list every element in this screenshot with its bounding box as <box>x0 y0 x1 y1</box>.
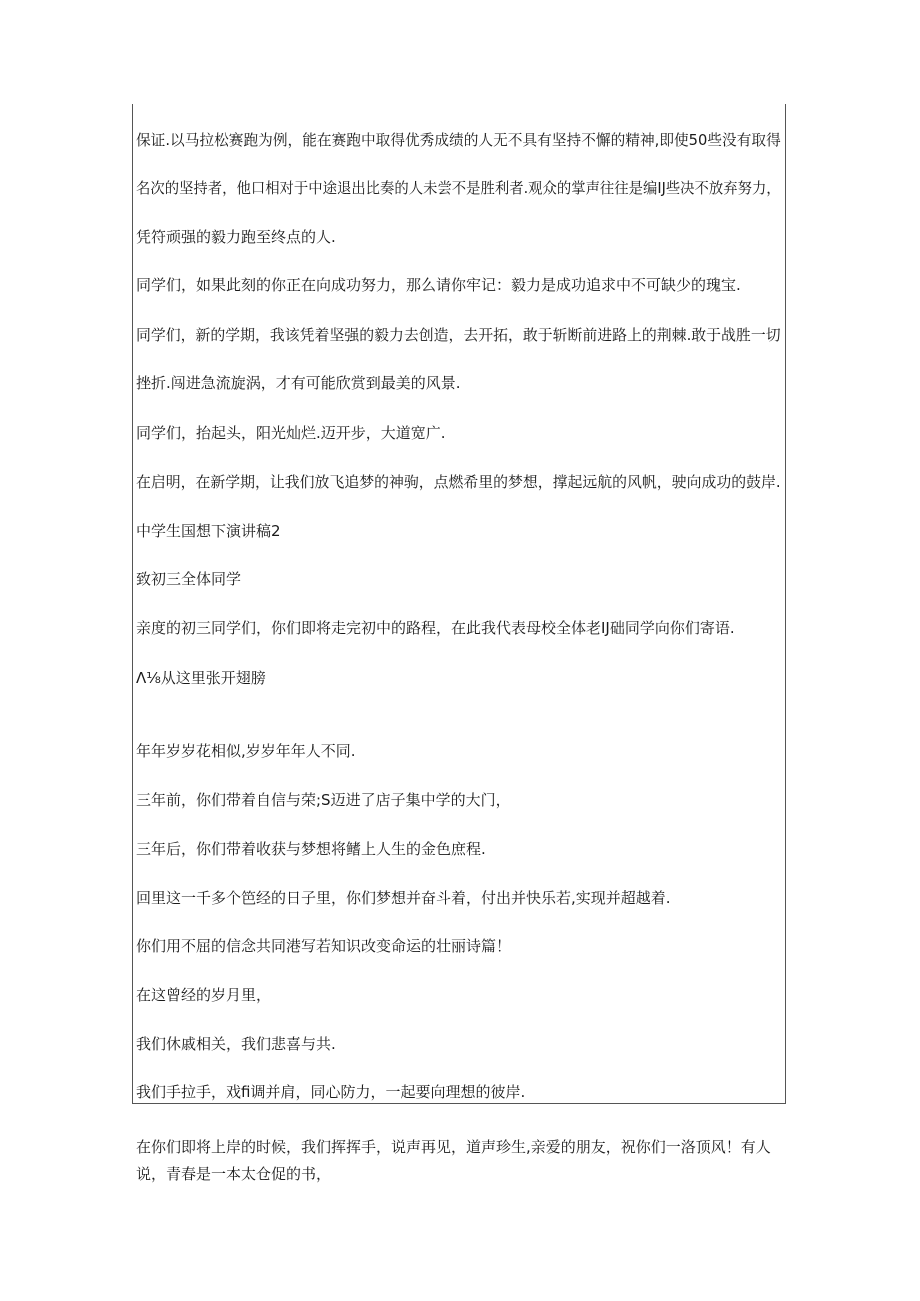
paragraph-line: Λ⅛从这里张开翅膀 <box>136 669 266 687</box>
paragraph-line: 我们手拉手，戏fi调并肩，同心防力，一起要向理想的彼岸. <box>136 1083 526 1101</box>
section-heading: 中学生国想下演讲稿2 <box>136 522 281 540</box>
paragraph-line: 同学们，抬起头，阳光灿烂.迈开步，大道宽广. <box>136 424 446 442</box>
paragraph-line: 亲度的初三同学们，你们即将走完初中的路程，在此我代表母校全体老IJ础同学向你们寄语. <box>136 619 735 637</box>
paragraph-line: 致初三全体同学 <box>136 570 242 588</box>
paragraph-line: 在这曾经的岁月里， <box>136 986 272 1004</box>
paragraph-line: 说，青春是一本太仓促的书， <box>136 1165 332 1183</box>
paragraph-line: 挫折.闯进急流旋涡，才有可能欣赏到最美的风景. <box>136 374 461 392</box>
paragraph-line: 三年前，你们带着自信与荣;S迈进了店子集中学的大门， <box>136 791 511 809</box>
paragraph-line: 同学们，如果此刻的你正在向成功努力，那么请你牢记：毅力是成功追求中不可缺少的瑰宝. <box>136 276 741 294</box>
paragraph-line: 名次的坚持者，他口相对于中途退出比奏的人未尝不是胜利者.观众的掌声往往是编IJ些决不放弃努力， <box>136 179 781 197</box>
paragraph-line: 在你们即将上岸的时候，我们挥挥手，说声再见，道声珍生,亲爱的朋友，祝你们一洛顶风！有人 <box>136 1138 771 1156</box>
paragraph-line: 回里这一千多个笆经的日子里，你们梦想并奋斗着，付出并快乐若,实现并超越着. <box>136 889 671 907</box>
paragraph-line: 三年后，你们带着收获与梦想将鳍上人生的金色庶程. <box>136 840 486 858</box>
paragraph-line: 在启明，在新学期，让我们放飞追梦的神驹，点燃希里的梦想，撑起远航的风帆，驶向成功的鼓岸. <box>136 473 781 491</box>
paragraph-line: 我们休戚相关，我们悲喜与共. <box>136 1035 336 1053</box>
paragraph-line: 你们用不屈的信念共同港写若知识改变命运的壮丽诗篇！ <box>136 937 512 955</box>
paragraph-line: 保证.以马拉松赛跑为例，能在赛跑中取得优秀成绩的人无不具有坚持不懈的精神,即使50些没有取得 <box>136 131 781 149</box>
paragraph-line: 凭符顽强的毅力跑至终点的人. <box>136 228 336 246</box>
paragraph-line: 年年岁岁花相似,岁岁年年人不同. <box>136 742 356 760</box>
paragraph-line: 同学们，新的学期，我该凭着坚强的毅力去创造，去开拓，敢于斩断前进路上的荆棘.敢于战胜一切 <box>136 326 781 344</box>
